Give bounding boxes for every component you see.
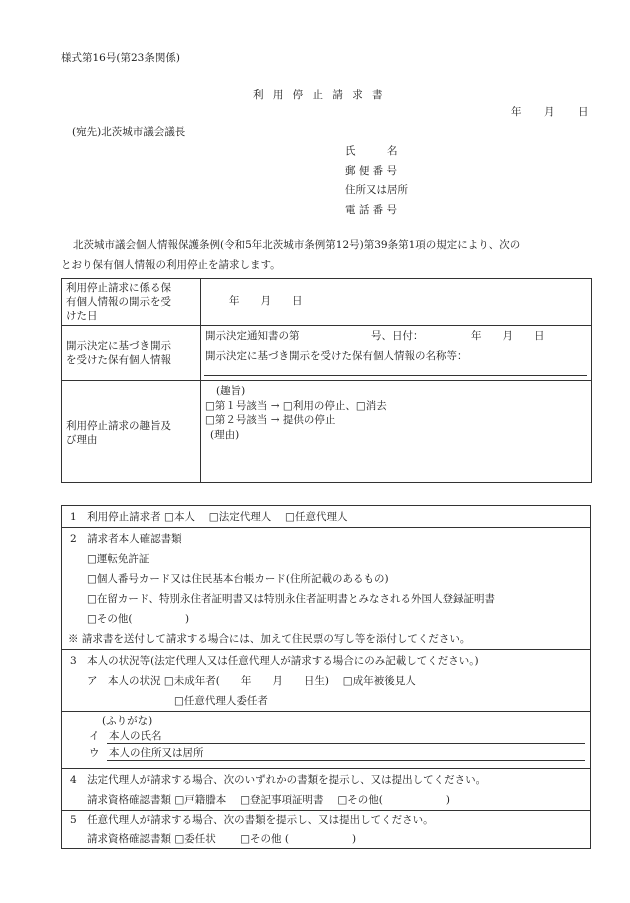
disclosure-date-label <box>62 279 201 326</box>
requester-postal-field[interactable]: 郵 便 番 号 <box>345 165 398 177</box>
date-day-label: 日 <box>578 106 589 118</box>
notice-date-value: 年 月 日 <box>471 330 545 342</box>
intro-line-2: とおり保有個人情報の利用停止を請求します。 <box>61 259 281 271</box>
label-line: けた日 <box>66 310 98 322</box>
form-number: 様式第16号(第23条関係) <box>61 52 180 64</box>
principal-status-delegator-checkbox[interactable]: □任意代理人委任者 <box>174 695 268 707</box>
label-line: を受けた保有個人情報 <box>66 354 171 366</box>
requester-phone-field[interactable]: 電 話 番 号 <box>345 204 398 216</box>
label-line: び理由 <box>66 434 98 446</box>
notice-number-label: 開示決定通知書の第 <box>205 330 300 342</box>
purpose-option-2-checkbox[interactable]: □第２号該当 → 提供の停止 <box>205 414 336 426</box>
disclosure-date-field[interactable] <box>201 279 592 326</box>
principal-name-label: 本人の氏名 <box>109 730 162 742</box>
voluntary-agent-heading: 5 任意代理人が請求する場合、次の書類を提示し、又は提出してください。 <box>70 814 434 826</box>
id-doc-other-checkbox[interactable]: □その他( ) <box>87 613 190 625</box>
disclosure-date-value: 年 月 日 <box>229 295 303 307</box>
label-line: 開示決定に基づき開示 <box>66 340 171 352</box>
requester-details-box <box>61 505 591 849</box>
divider <box>62 527 590 528</box>
label-line: 利用停止請求の趣旨及 <box>66 420 171 432</box>
request-details-table <box>61 278 592 483</box>
voluntary-agent-documents-row[interactable]: 請求資格確認書類 □委任状 □その他 ( ) <box>87 833 357 845</box>
disclosed-info-field[interactable] <box>201 326 592 381</box>
reason-heading: (理由) <box>210 428 240 441</box>
principal-address-label: 本人の住所又は居所 <box>109 747 204 759</box>
notice-date-label: 号、日付： <box>371 330 424 342</box>
id-documents-heading: 2 請求者本人確認書類 <box>70 533 182 545</box>
requester-type-row[interactable]: 1 利用停止請求者 □本人 □法定代理人 □任意代理人 <box>70 511 348 523</box>
disclosed-info-name-label: 開示決定に基づき開示を受けた保有個人情報の名称等： <box>205 350 468 362</box>
principal-status-heading: 3 本人の状況等(法定代理人又は任意代理人が請求する場合にのみ記載してください。) <box>70 655 479 667</box>
furigana-label: (ふりがな) <box>102 715 153 727</box>
date-year-label: 年 <box>511 106 522 118</box>
id-documents-note: ※ 請求書を送付して請求する場合には、加えて住民票の写し等を添付してください。 <box>68 633 471 645</box>
label-line: 有個人情報の開示を受 <box>66 296 171 308</box>
divider <box>62 649 590 650</box>
disclosed-info-label <box>62 326 201 381</box>
principal-status-row[interactable]: ア 本人の状況 □未成年者( 年 月 日生) □成年被後見人 <box>87 675 416 687</box>
principal-address-mark: ウ <box>89 747 100 759</box>
requester-address-field[interactable]: 住所又は居所 <box>345 184 408 196</box>
purpose-reason-field[interactable] <box>201 381 592 483</box>
id-doc-residence-card-checkbox[interactable]: □在留カード、特別永住者証明書又は特別永住者証明書とみなされる外国人登録証明書 <box>87 593 495 605</box>
divider <box>62 768 590 769</box>
form-title: 利 用 停 止 請 求 書 <box>253 89 386 101</box>
requester-name-field[interactable]: 氏 名 <box>345 145 398 157</box>
date-month-label: 月 <box>544 106 555 118</box>
label-line: 利用停止請求に係る保 <box>66 282 171 294</box>
disclosed-info-underline <box>204 375 587 376</box>
principal-address-field[interactable] <box>107 760 585 761</box>
principal-name-mark: イ <box>89 730 100 742</box>
legal-agent-heading: 4 法定代理人が請求する場合、次のいずれかの書類を提示し、又は提出してください。 <box>70 774 487 786</box>
divider <box>62 711 590 712</box>
addressee: (宛先)北茨城市議会議長 <box>72 126 186 138</box>
divider <box>62 810 590 811</box>
purpose-option-1-checkbox[interactable]: □第１号該当 → □利用の停止、□消去 <box>205 399 387 412</box>
id-doc-license-checkbox[interactable]: □運転免許証 <box>87 553 150 565</box>
id-doc-mynumber-checkbox[interactable]: □個人番号カード又は住民基本台帳カード(住所記載のあるもの) <box>87 573 389 585</box>
purpose-reason-label <box>62 381 201 483</box>
principal-name-field[interactable] <box>107 743 585 744</box>
purpose-heading: (趣旨) <box>216 385 246 397</box>
legal-agent-documents-row[interactable]: 請求資格確認書類 □戸籍謄本 □登記事項証明書 □その他( ) <box>87 794 450 806</box>
intro-line-1: 北茨城市議会個人情報保護条例(令和5年北茨城市条例第12号)第39条第1項の規定により、次の <box>73 239 521 251</box>
